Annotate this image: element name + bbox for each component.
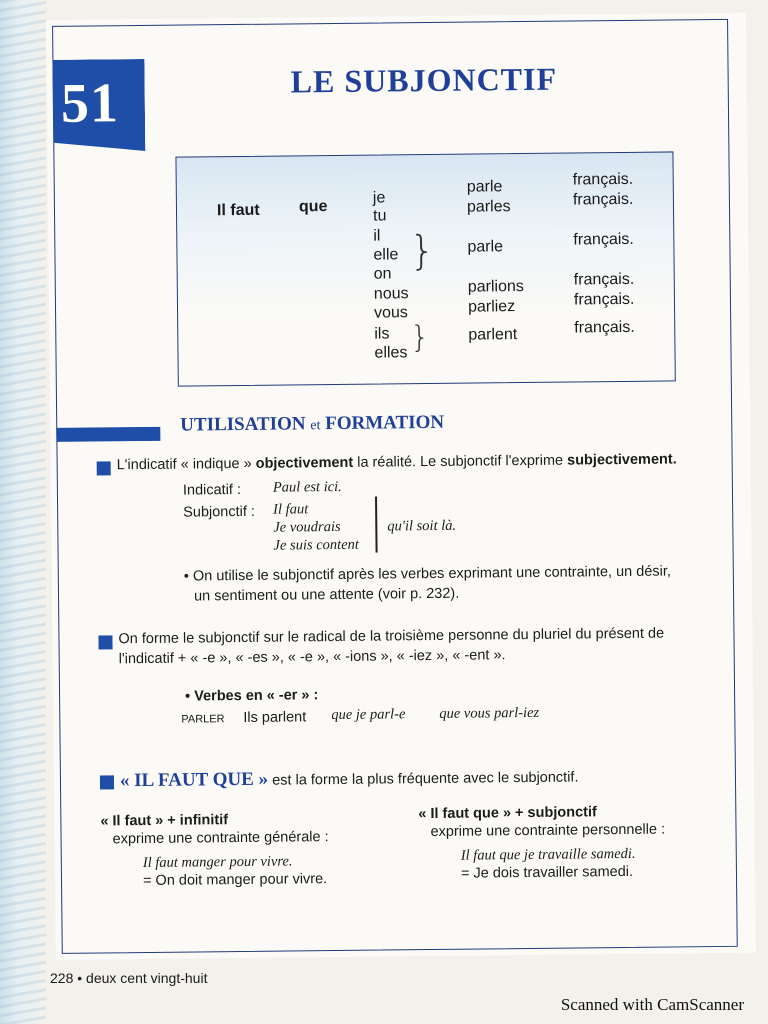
scanner-watermark: Scanned with CamScanner: [560, 995, 744, 1014]
complement: français.: [573, 230, 634, 249]
complement: français.: [574, 318, 635, 337]
section-title-et: et: [310, 418, 321, 434]
section-bar: [56, 427, 160, 442]
complement: français.: [573, 290, 635, 309]
brace-icon: }: [409, 227, 436, 275]
usage-note: un sentiment ou une attente (voir p. 232).: [193, 585, 460, 605]
pronoun: tu: [372, 207, 387, 225]
verb-example: que je parl-e: [331, 706, 406, 724]
verb-form: parliez: [467, 298, 516, 316]
page-title: LE SUBJONCTIF: [290, 60, 558, 100]
usage-note: • On utilise le subjonctif après les verbes exprimant une contrainte, un désir,: [183, 563, 671, 585]
indicatif-example: Paul est ici.: [272, 478, 342, 496]
left-desc: exprime une contrainte générale :: [112, 829, 329, 848]
indicatif-label: Indicatif :: [182, 481, 242, 499]
verb-form: parle: [467, 238, 504, 256]
pronoun: nous: [373, 285, 409, 303]
formation-line: l'indicatif + « -e », « -es », « -e », « -ions », « -iez », « -ent ».: [118, 647, 506, 668]
pronoun: ils: [374, 325, 390, 343]
verb-form: parles: [466, 198, 511, 216]
il-faut-label: Il faut: [216, 201, 260, 220]
pronoun: elles: [374, 344, 408, 362]
bullet-square-icon: [97, 461, 111, 475]
il-faut-que-heading: [120, 762, 579, 794]
conjugation-table: [175, 151, 675, 386]
subjonctif-result: qu'il soit là.: [387, 517, 457, 535]
il-faut-que-title: « IL FAUT QUE »: [119, 768, 269, 792]
section-title-part1: UTILISATION: [180, 413, 306, 436]
subjonctif-line: Il faut: [273, 501, 309, 518]
section-title: [180, 412, 444, 437]
book-page: [46, 13, 756, 960]
pronoun: je: [372, 189, 386, 207]
verb-example: Ils parlent: [243, 709, 307, 726]
right-example: Il faut que je travaille samedi.: [460, 845, 636, 864]
chapter-number: 51: [60, 72, 120, 135]
left-equiv: = On doit manger pour vivre.: [142, 871, 328, 890]
subjonctif-line: Je voudrais: [273, 518, 341, 536]
verb-form: parle: [466, 178, 503, 196]
right-heading: « Il faut que » + subjonctif: [418, 804, 597, 823]
page-words: deux cent vingt-huit: [86, 970, 208, 986]
verb-label: PARLER: [181, 713, 225, 726]
pronoun: elle: [373, 246, 399, 264]
intro-bold: subjectivement.: [567, 451, 677, 469]
bullet-square-icon: [100, 775, 114, 789]
bullet-square-icon: [98, 635, 112, 649]
right-equiv: = Je dois travailler samedi.: [460, 863, 634, 882]
pronoun: on: [373, 265, 392, 283]
left-example: Il faut manger pour vivre.: [142, 853, 293, 872]
il-faut-que-rest: est la forme la plus fréquente avec le subjonctif.: [272, 769, 579, 789]
verb-form: parlions: [467, 278, 524, 296]
verb-example: que vous parl-iez: [439, 704, 540, 722]
subjonctif-label: Subjonctif :: [183, 503, 255, 521]
intro-bold: objectivement: [255, 454, 354, 472]
complement: français.: [572, 190, 634, 209]
left-heading: « Il faut » + infinitif: [100, 812, 229, 830]
page-binding-edge: [0, 0, 46, 1024]
formation-line: On forme le subjonctif sur le radical de la troisième personne du pluriel du présent de: [118, 625, 665, 648]
que-label: que: [298, 198, 328, 216]
page-number: 228: [50, 970, 74, 986]
intro-text: la réalité. Le subjonctif l'exprime: [357, 452, 564, 471]
verbs-heading: • Verbes en « -er » :: [185, 687, 319, 705]
pronoun: il: [373, 227, 381, 245]
page-footer: [50, 970, 207, 986]
complement: français.: [572, 170, 634, 189]
subjonctif-line: Je suis content: [273, 536, 359, 554]
footer-bullet-icon: •: [77, 970, 83, 986]
brace-icon: }: [410, 320, 430, 356]
pronoun: vous: [373, 304, 408, 322]
right-desc: exprime une contrainte personnelle :: [430, 821, 666, 841]
intro-text: L'indicatif « indique »: [116, 455, 252, 474]
complement: français.: [573, 270, 635, 289]
verb-form: parlent: [468, 326, 518, 344]
section-title-part2: FORMATION: [325, 411, 445, 435]
